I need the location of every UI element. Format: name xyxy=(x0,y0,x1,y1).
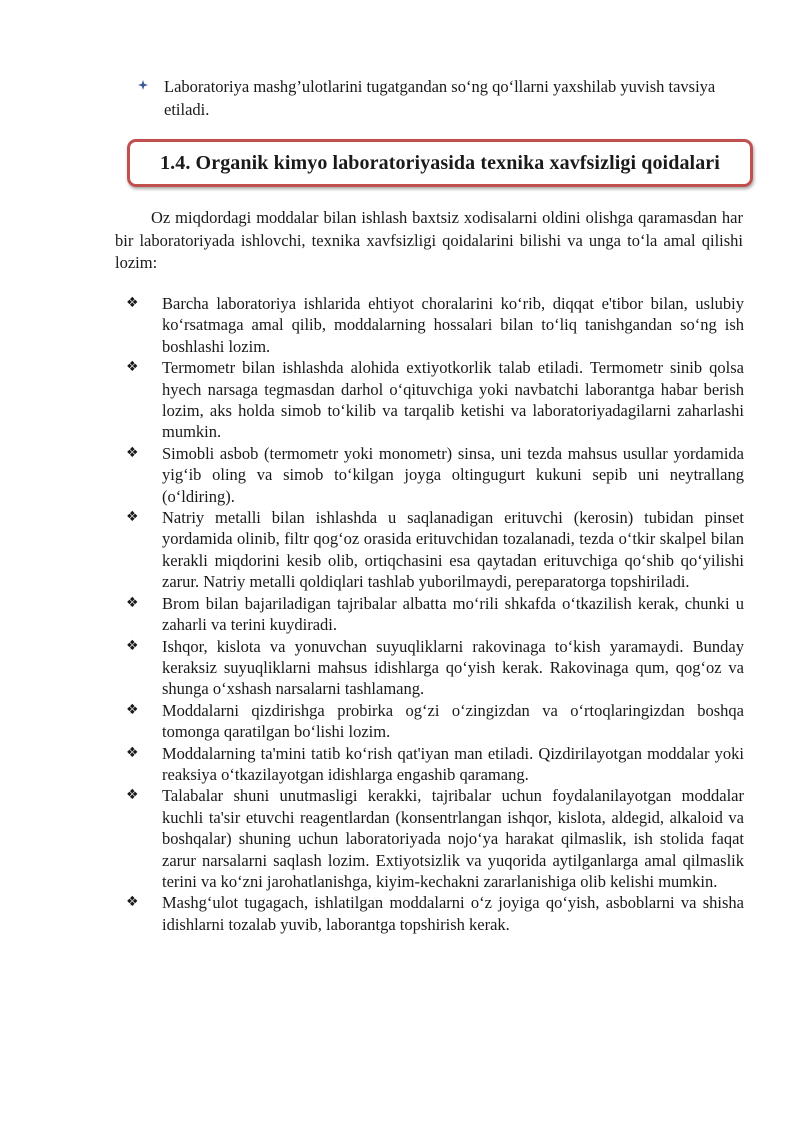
list-item xyxy=(126,785,744,892)
list-item xyxy=(126,357,744,443)
intro-paragraph: Oz miqdordagi moddalar bilan ishlash baxtsiz xodisalarni oldini olishga qaramasdan har bir laboratoriyada ishlovchi, texnika xavfsizligi qoidalarini bilishi va unga to‘la amal qilishi lozim: xyxy=(115,208,743,272)
list-item xyxy=(126,636,744,700)
diamond-bullet-icon: ❖ xyxy=(126,637,139,654)
list-item xyxy=(126,293,744,357)
section-heading-box xyxy=(127,139,753,187)
list-item xyxy=(126,507,744,593)
diamond-bullet-icon: ❖ xyxy=(126,509,139,526)
section-heading: 1.4. Organik kimyo laboratoriyasida texnika xavfsizligi qoidalari xyxy=(160,151,720,174)
list-item-text: Talabalar shuni unutmasligi kerakki, tajribalar uchun foydalanilayotgan moddalar kuchli ta'sir etuvchi reagentlardan (konsentrlangan ishqor, kislota, aldegid, alkaloid va boshqalar) shuning uchun laboratoriyada nojo‘ya harakat qilmaslik, ish stolida faqat zarur narsalarni saqlash lozim. Extiyotsizlik va yuqorida aytilganlarga amal qilmaslik terini va ko‘zni jarohatlanishga, kiyim-kechakni zararlanishiga olib kelishi mumkin. xyxy=(162,786,744,891)
diamond-bullet-icon: ❖ xyxy=(126,295,139,311)
list-item-text: Natriy metalli bilan ishlashda u saqlanadigan erituvchi (kerosin) tubidan pinset yordamida olinib, filtr qog‘oz orasida erituvchidan tozalanadi, tezda o‘tkir skalpel bilan kerakli miqdorini kesib olib, ortiqchasini esa qaytadan erituvchiga qo‘shib qo‘yilishi zarur. Natriy metalli qoldiqlari tashlab yuborilmaydi, pereparatorga topshiriladi. xyxy=(162,508,744,592)
list-item-text: Moddalarni qizdirishga probirka og‘zi o‘zingizdan va o‘rtoqlaringizdan boshqa tomonga qaratilgan bo‘lishi lozim. xyxy=(162,700,744,742)
list-item xyxy=(126,443,744,507)
diamond-bullet-icon: ❖ xyxy=(126,444,139,461)
list-item xyxy=(126,743,744,786)
top-bullet-item xyxy=(138,76,748,121)
list-item xyxy=(126,892,744,935)
list-item-text: Mashg‘ulot tugagach, ishlatilgan moddalarni o‘z joyiga qo‘yish, asboblarni va shisha idishlarni tozalab yuvib, laborantga topshirish kerak. xyxy=(162,893,744,934)
safety-rules-list xyxy=(126,293,744,935)
top-bullet-text: Laboratoriya mashg’ulotlarini tugatgandan so‘ng qo‘llarni yaxshilab yuvish tavsiya etiladi. xyxy=(164,77,716,119)
list-item-text: Barcha laboratoriya ishlarida ehtiyot choralarini ko‘rib, diqqat e'tibor bilan, uslubiy ko‘rsatmaga amal qilib, moddalarning hossalari bilan to‘liq tanishgandan so‘ng ish boshlashi lozim. xyxy=(162,294,744,356)
list-item-text: Moddalarning ta'mini tatib ko‘rish qat'iyan man etiladi. Qizdirilayotgan moddalar yoki reaksiya o‘tkazilayotgan idishlarga engashib qaramang. xyxy=(162,743,744,784)
diamond-bullet-icon: ❖ xyxy=(126,701,139,718)
diamond-bullet-icon: ❖ xyxy=(126,894,139,911)
list-item-text: Simobli asbob (termometr yoki monometr) sinsa, uni tezda mahsus usullar yordamida yig‘ib oling va simob to‘kilgan joyga oltingugurt kukuni sepib uni neytrallang (o‘ldiring). xyxy=(162,443,744,506)
list-item xyxy=(126,700,744,743)
diamond-bullet-icon: ❖ xyxy=(126,359,139,376)
star-bullet-icon xyxy=(138,80,148,90)
diamond-bullet-icon: ❖ xyxy=(126,744,139,761)
list-item-text: Termometr bilan ishlashda alohida extiyotkorlik talab etiladi. Termometr sinib qolsa hyech narsaga tegmasdan darhol o‘qituvchiga yoki navbatchi laborantga habar berish lozim, aks holda simob to‘kilib va tarqalib ketishi va laboratoriyadagilarni zaharlashi mumkin. xyxy=(162,358,744,442)
diamond-bullet-icon: ❖ xyxy=(126,594,139,611)
list-item xyxy=(126,593,744,636)
list-item-text: Ishqor, kislota va yonuvchan suyuqliklarni rakovinaga to‘kish yaramaydi. Bunday keraksiz suyuqliklarni mahsus idishlarga qo‘yish kerak. Rakovinaga qum, qog‘oz va shunga o‘xshash narsalarni tashlamang. xyxy=(162,636,744,699)
diamond-bullet-icon: ❖ xyxy=(126,787,139,804)
list-item-text: Brom bilan bajariladigan tajribalar albatta mo‘rili shkafda o‘tkazilish kerak, chunki u zaharli va terini kuydiradi. xyxy=(162,593,744,635)
